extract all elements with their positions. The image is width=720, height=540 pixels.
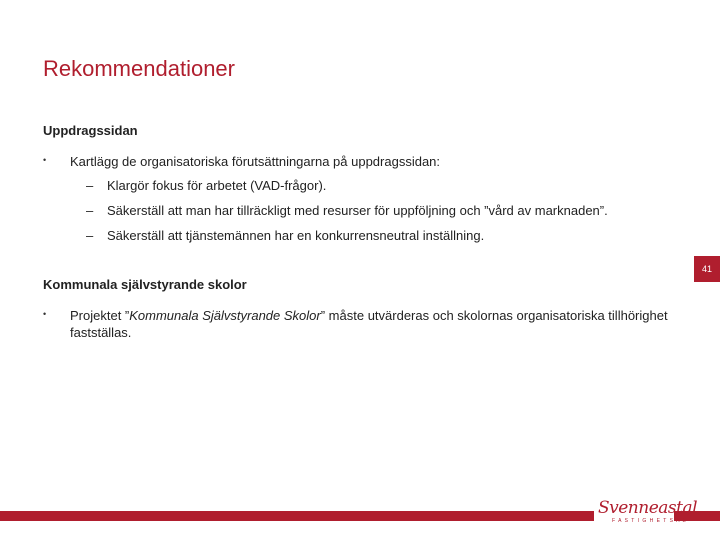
section-heading-uppdragssidan: Uppdragssidan (43, 123, 138, 138)
logo-subtitle: F A S T I G H E T S A B (612, 518, 687, 524)
logo-wordmark: Svenneastal (598, 498, 698, 518)
page-number-badge: 41 (694, 256, 720, 282)
bullet-text-suffix: ” måste utvärderas och skolornas organisatoriska tillhörighet fastställas. (70, 308, 668, 340)
bullet-text-prefix: Projektet ” (70, 308, 130, 323)
dash-icon: – (86, 178, 94, 193)
sub-bullet-text: Säkerställ att tjänstemännen har en konkurrensneutral inställning. (107, 228, 485, 243)
bullet-icon: • (43, 309, 47, 319)
sub-bullet-text: Säkerställ att man har tillräckligt med resurser för uppföljning och ”vård av marknaden”. (107, 203, 608, 218)
bullet-text (70, 307, 670, 341)
section-heading-kommunala-skolor: Kommunala självstyrande skolor (43, 277, 247, 292)
dash-icon: – (86, 203, 94, 218)
bullet-text-italic: Kommunala Självstyrande Skolor (129, 308, 321, 323)
bullet-text: Kartlägg de organisatoriska förutsättningarna på uppdragssidan: (70, 154, 441, 169)
company-logo (594, 498, 698, 526)
bullet-icon: • (43, 155, 47, 165)
slide-title: Rekommendationer (43, 56, 235, 81)
sub-bullet-text: Klargör fokus för arbetet (VAD-frågor). (107, 178, 327, 193)
dash-icon: – (86, 228, 94, 243)
